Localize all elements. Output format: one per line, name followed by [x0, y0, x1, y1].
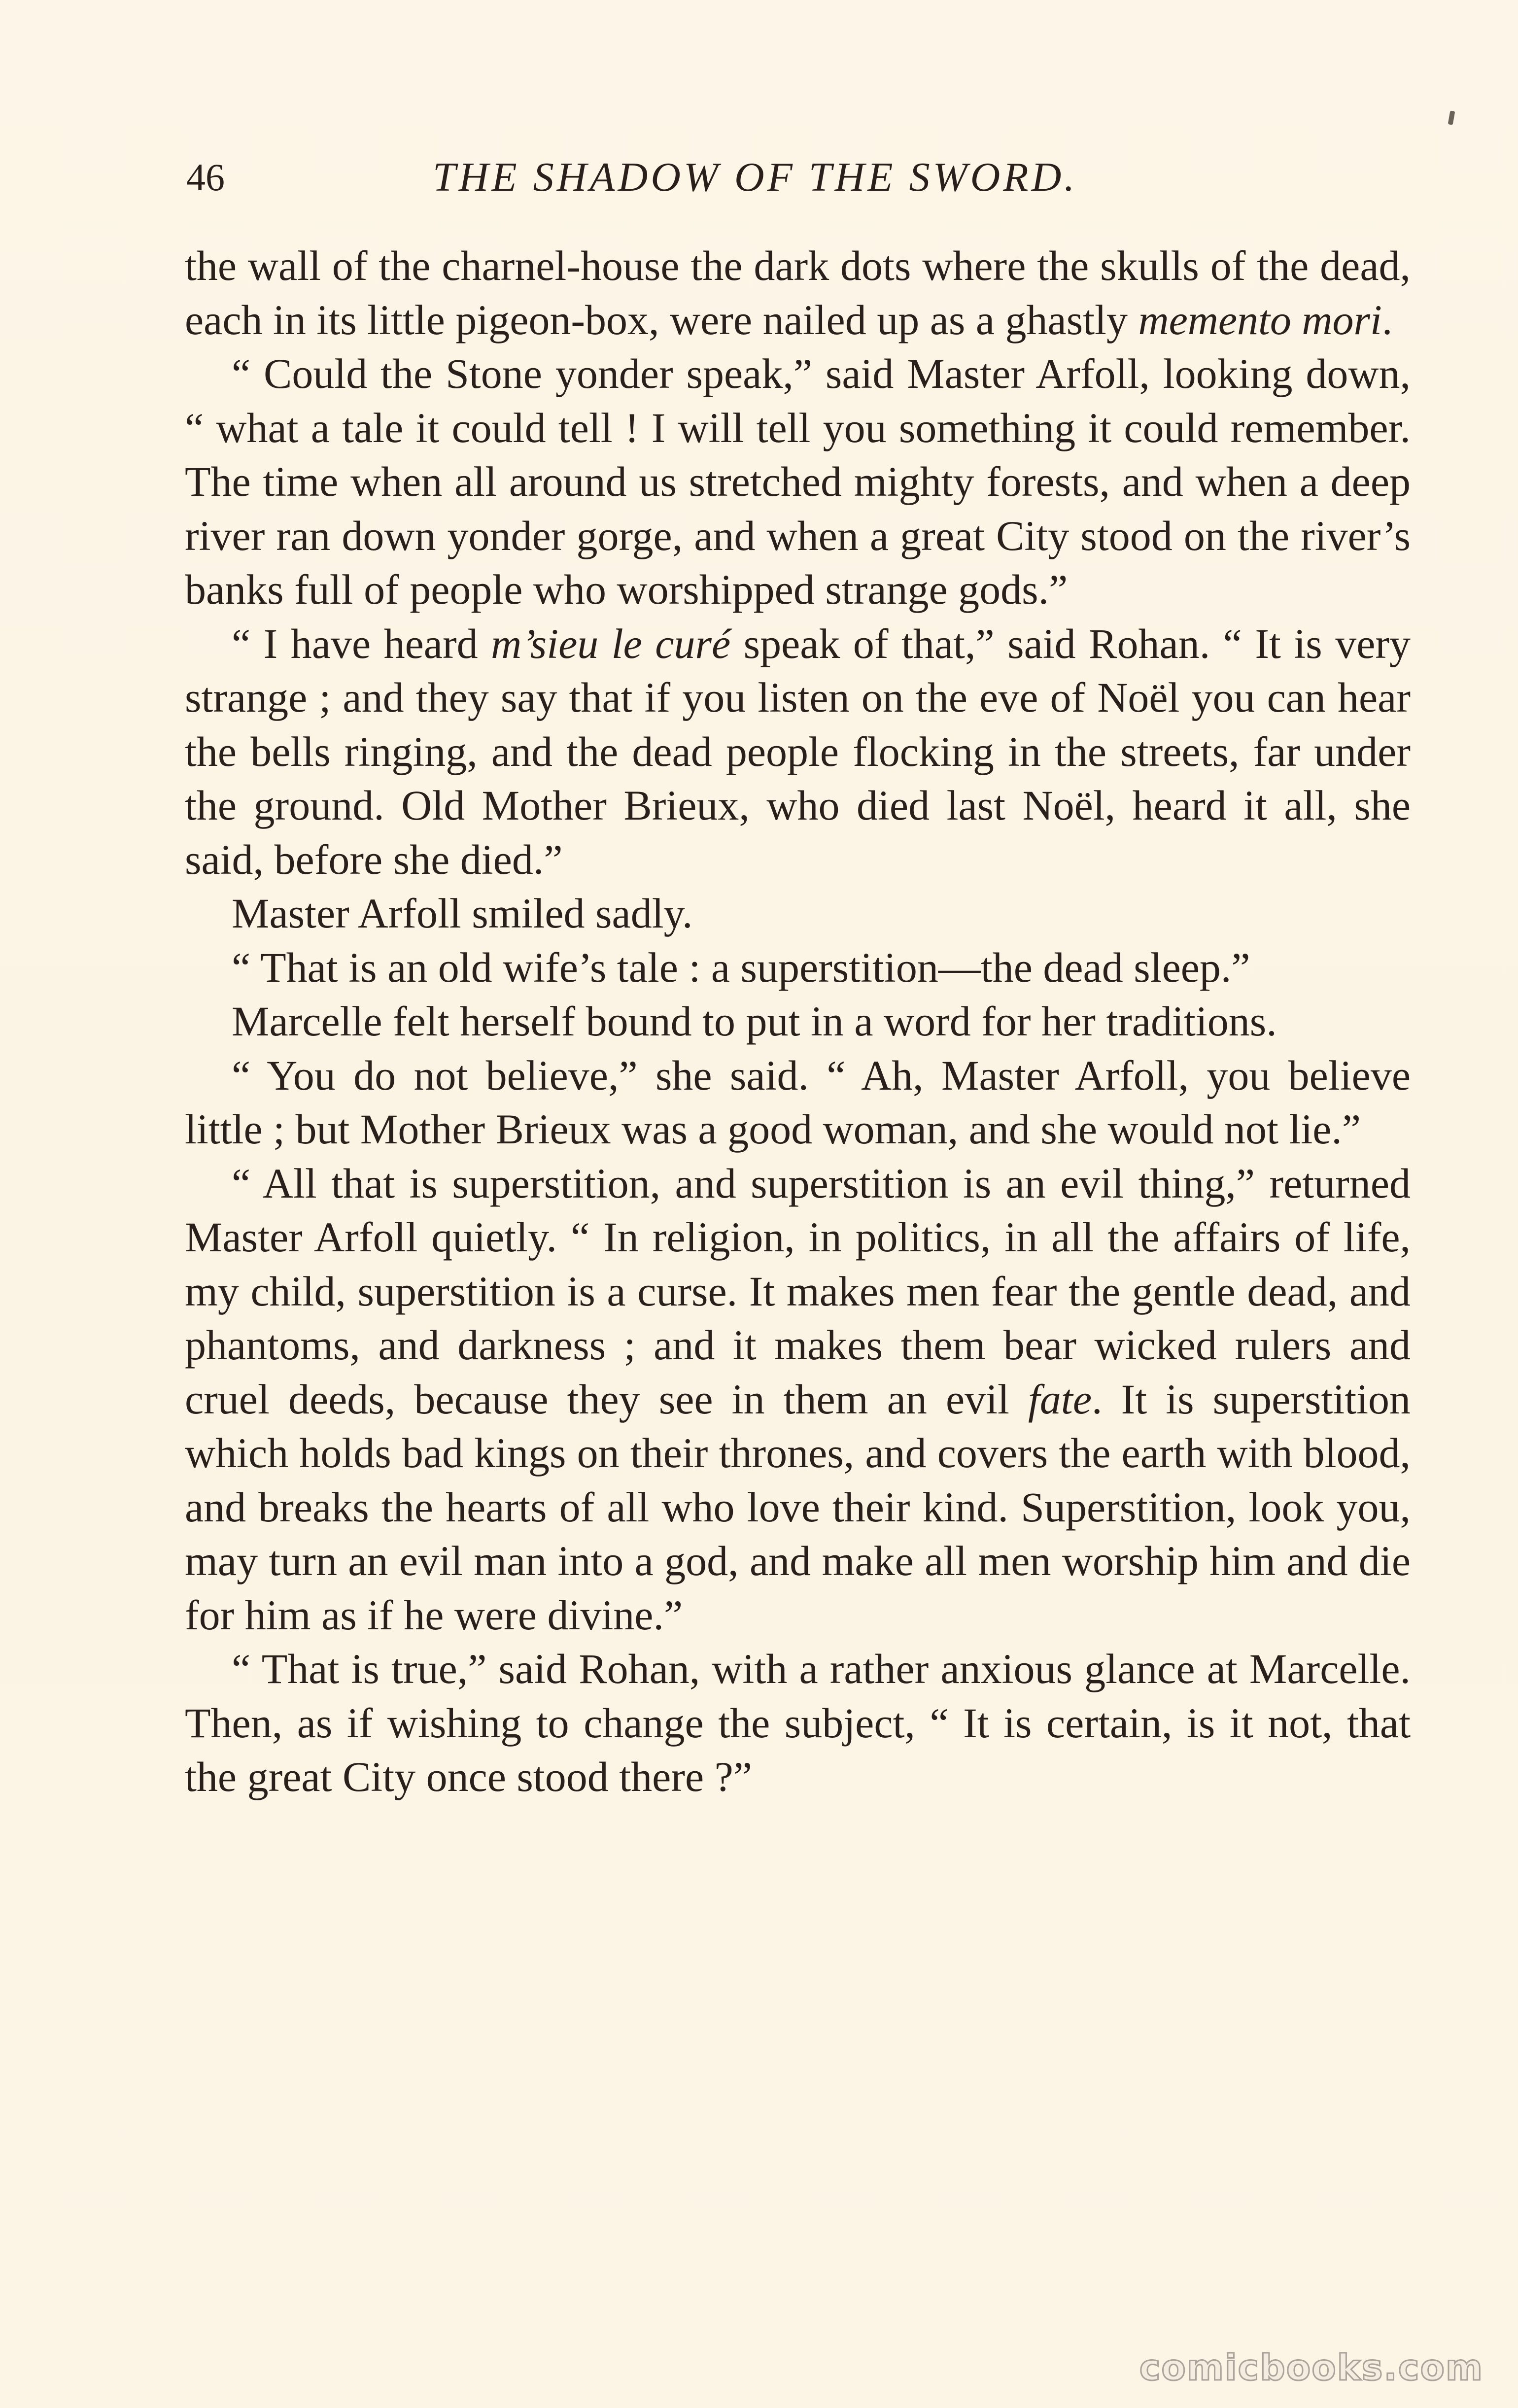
- paragraph-text: Marcelle felt herself bound to put in a word for her traditions.: [232, 998, 1277, 1045]
- body-text: [185, 239, 1411, 1804]
- paragraph-text: “ You do not believe,” she said. “ Ah, Master Arfoll, you believe little ; but Mother Brieux was a good woman, and she would not lie.”: [185, 1051, 1411, 1153]
- italic-phrase: fate: [1028, 1375, 1092, 1423]
- paragraph-text: .: [1381, 296, 1393, 344]
- paragraph: [185, 941, 1411, 995]
- paragraph: [185, 995, 1411, 1049]
- paragraph: [185, 1157, 1411, 1643]
- paragraph-text: speak of that,” said Rohan. “ It is very strange ; and they say that if you listen on the eve of Noël you can hear the bells ringing, and the dead people flocking in the streets, far under the ground. Old Mother Brieux, who died last Noël, heard it all, she said, before she died.”: [185, 619, 1411, 883]
- italic-phrase: memento mori: [1138, 296, 1382, 344]
- paragraph-text: “ That is an old wife’s tale : a superstition—the dead sleep.”: [232, 943, 1250, 991]
- ink-speck: [1448, 110, 1455, 125]
- paragraph-text: the wall of the charnel-house the dark dots where the skulls of the dead, each in its little pigeon-box, were nailed up as a ghastly: [185, 242, 1411, 344]
- watermark: comicbooks.com: [1139, 2347, 1484, 2388]
- page-header: [186, 148, 1410, 207]
- paragraph-text: . It is superstition which holds bad kings on their thrones, and covers the earth with blood, and breaks the hearts of all who love their kind. Superstition, look you, may turn an evil man into a god, and make all men worship him and die for him as if he were divine.”: [185, 1375, 1411, 1639]
- paragraph: [185, 887, 1411, 941]
- paragraph-text: “ All that is superstition, and superstition is an evil thing,” returned Master Arfoll quietly. “ In religion, in politics, in all the affairs of life, my child, superstition is a curse. It makes men fear the gentle dead, and phantoms, and darkness ; and it makes them bear wicked rulers and cruel deeds, because they see in them an evil: [185, 1159, 1411, 1423]
- paragraph: [185, 617, 1411, 887]
- paragraph-text: “ That is true,” said Rohan, with a rather anxious glance at Marcelle. Then, as if wishing to change the subject, “ It is certain, is it not, that the great City once stood there ?”: [185, 1645, 1411, 1800]
- running-head: THE SHADOW OF THE SWORD.: [433, 154, 1078, 200]
- paragraph: [185, 239, 1411, 347]
- italic-phrase: m’sieu le curé: [491, 619, 731, 667]
- paragraph-text: “ I have heard: [232, 619, 491, 667]
- paragraph-text: “ Could the Stone yonder speak,” said Master Arfoll, looking down, “ what a tale it could tell ! I will tell you something it could remember. The time when all around us stretched mighty forests, and when a deep river ran down yonder gorge, and when a great City stood on the river’s banks full of people who worshipped strange gods.”: [185, 350, 1411, 613]
- paragraph: [185, 1049, 1411, 1157]
- page-number: 46: [186, 156, 225, 199]
- paragraph-text: Master Arfoll smiled sadly.: [232, 890, 693, 937]
- paragraph: [185, 347, 1411, 617]
- paragraph: [185, 1642, 1411, 1804]
